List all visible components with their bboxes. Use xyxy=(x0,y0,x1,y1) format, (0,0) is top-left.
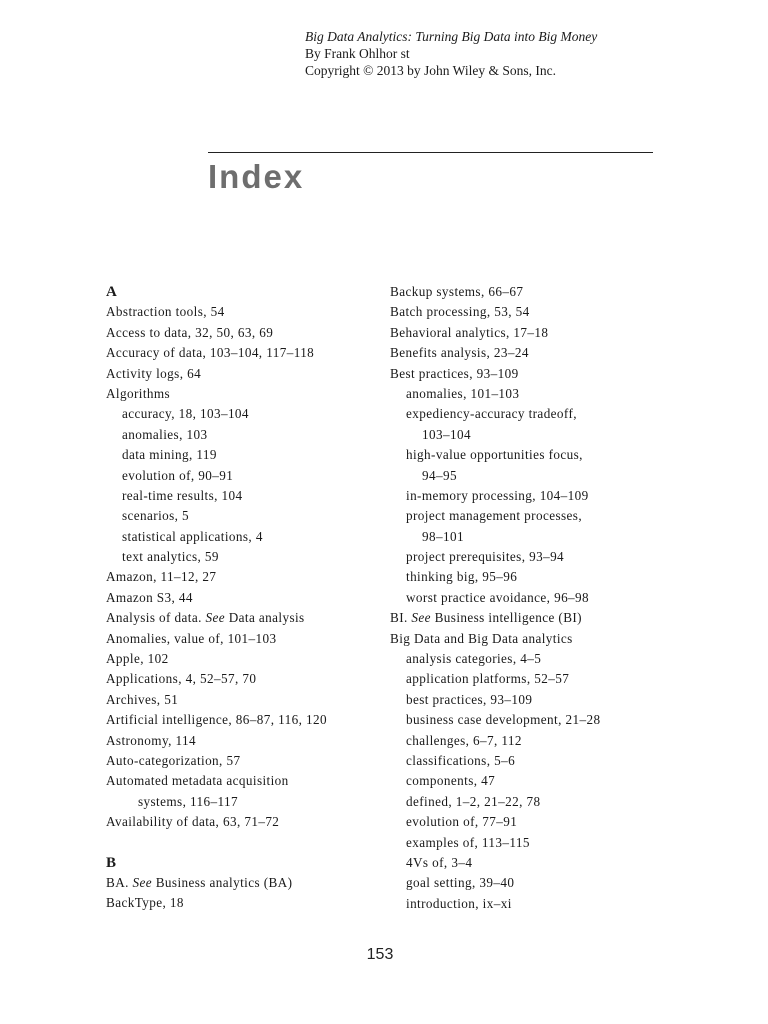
entries-b xyxy=(106,873,391,914)
index-entry xyxy=(106,445,391,465)
heading-rule xyxy=(208,152,653,153)
book-title: Big Data Analytics: Turning Big Data into Big Money xyxy=(305,29,598,44)
index-entry xyxy=(390,751,675,771)
index-entry xyxy=(106,404,391,424)
book-header xyxy=(305,28,597,79)
index-entry xyxy=(390,629,675,649)
entry-text: Accuracy of data, 103–104, 117–118 xyxy=(106,345,315,361)
entry-text: Algorithms xyxy=(106,385,171,401)
index-heading: Index xyxy=(208,158,305,195)
entry-text: Amazon, 11–12, 27 xyxy=(106,569,217,585)
section-gap xyxy=(106,833,391,853)
entry-text: text analytics, 59 xyxy=(122,549,219,565)
entries-right xyxy=(390,282,675,914)
index-entry xyxy=(390,731,675,751)
entry-text: statistical applications, 4 xyxy=(122,528,263,544)
entry-text: evolution of, 77–91 xyxy=(406,814,518,830)
entry-text: Auto-categorization, 57 xyxy=(106,752,241,768)
entry-text: Big Data and Big Data analytics xyxy=(390,630,573,646)
index-entry xyxy=(106,751,391,771)
index-entry xyxy=(106,873,391,893)
entry-text: high-value opportunities focus, xyxy=(406,447,583,463)
letter-heading-b: B xyxy=(106,854,117,871)
entry-text: Activity logs, 64 xyxy=(106,365,202,381)
see-reference: See xyxy=(411,610,431,626)
entry-text: systems, 116–117 xyxy=(138,793,238,809)
index-entry xyxy=(390,649,675,669)
entry-text: classifications, 5–6 xyxy=(406,752,516,768)
entry-text: BI. xyxy=(390,610,412,626)
index-entry xyxy=(106,588,391,608)
see-reference: See xyxy=(132,874,153,890)
index-entry xyxy=(106,893,391,913)
index-entry xyxy=(106,608,391,628)
entry-text: defined, 1–2, 21–22, 78 xyxy=(406,793,541,809)
index-entry xyxy=(390,404,675,424)
index-entry xyxy=(106,812,391,832)
index-column-left xyxy=(106,282,391,914)
entry-text: challenges, 6–7, 112 xyxy=(406,732,522,748)
see-reference: See xyxy=(205,610,226,626)
entry-text: analysis categories, 4–5 xyxy=(406,651,542,667)
index-entry xyxy=(390,853,675,873)
index-entry xyxy=(390,567,675,587)
entry-text: Amazon S3, 44 xyxy=(106,589,193,605)
entry-text: Astronomy, 114 xyxy=(106,732,196,748)
index-entry xyxy=(390,608,675,628)
page-number: 153 xyxy=(366,946,394,963)
index-entry xyxy=(106,466,391,486)
index-entry xyxy=(390,364,675,384)
entry-text: Batch processing, 53, 54 xyxy=(390,304,530,320)
index-entry xyxy=(390,466,675,486)
entry-text: BA. xyxy=(106,874,133,890)
index-entry xyxy=(390,527,675,547)
index-entry xyxy=(106,425,391,445)
entry-text: introduction, ix–xi xyxy=(406,895,512,911)
entry-text: Backup systems, 66–67 xyxy=(390,284,524,299)
index-entry xyxy=(390,690,675,710)
index-entry xyxy=(106,771,391,791)
entry-text: project management processes, xyxy=(406,508,583,524)
see-target: Business analytics (BA) xyxy=(152,874,293,890)
entry-text: evolution of, 90–91 xyxy=(122,467,234,483)
entry-text: Anomalies, value of, 101–103 xyxy=(106,630,277,646)
index-entry xyxy=(390,812,675,832)
index-entry xyxy=(106,486,391,506)
entry-text: anomalies, 101–103 xyxy=(406,385,520,401)
index-entry xyxy=(390,588,675,608)
index-entry xyxy=(390,894,675,914)
entry-text: Behavioral analytics, 17–18 xyxy=(390,324,549,340)
index-entry xyxy=(390,302,675,322)
entry-text: best practices, 93–109 xyxy=(406,691,533,707)
index-entry xyxy=(390,506,675,526)
book-author: By Frank Ohlhor st xyxy=(305,46,410,61)
entry-text: data mining, 119 xyxy=(122,447,217,463)
entry-text: worst practice avoidance, 96–98 xyxy=(406,589,590,605)
entry-text: accuracy, 18, 103–104 xyxy=(122,406,249,422)
entry-text: real-time results, 104 xyxy=(122,487,243,503)
entry-text: Automated metadata acquisition xyxy=(106,773,289,789)
index-entry xyxy=(106,323,391,343)
entry-text: 4Vs of, 3–4 xyxy=(406,854,473,870)
index-entry xyxy=(390,384,675,404)
entry-text: Best practices, 93–109 xyxy=(390,365,519,381)
index-entry xyxy=(390,445,675,465)
entry-text: goal setting, 39–40 xyxy=(406,875,515,891)
entry-text: BackType, 18 xyxy=(106,895,184,911)
index-entry xyxy=(106,649,391,669)
see-target: Business intelligence (BI) xyxy=(430,610,582,626)
index-entry xyxy=(390,282,675,302)
index-entry xyxy=(106,384,391,404)
entry-text: Access to data, 32, 50, 63, 69 xyxy=(106,324,274,340)
entry-text: scenarios, 5 xyxy=(122,508,190,524)
entry-text: application platforms, 52–57 xyxy=(406,671,570,687)
index-entry xyxy=(390,425,675,445)
see-target: Data analysis xyxy=(225,610,305,626)
index-entry xyxy=(106,547,391,567)
index-entry xyxy=(106,669,391,689)
entry-text: 94–95 xyxy=(422,467,457,483)
entries-a xyxy=(106,302,391,832)
entry-text: 103–104 xyxy=(422,426,471,442)
index-column-right xyxy=(390,282,675,914)
index-entry xyxy=(390,771,675,791)
entry-text: Applications, 4, 52–57, 70 xyxy=(106,671,257,687)
entry-text: components, 47 xyxy=(406,773,496,789)
entry-text: Artificial intelligence, 86–87, 116, 120 xyxy=(106,712,327,728)
entry-text: expediency-accuracy tradeoff, xyxy=(406,406,577,422)
index-entry xyxy=(390,710,675,730)
entry-text: 98–101 xyxy=(422,528,464,544)
index-entry xyxy=(106,343,391,363)
entry-text: thinking big, 95–96 xyxy=(406,569,518,585)
index-entry xyxy=(106,567,391,587)
index-entry xyxy=(390,833,675,853)
letter-heading-a: A xyxy=(106,284,117,300)
entry-text: Analysis of data. xyxy=(106,610,206,626)
entry-text: business case development, 21–28 xyxy=(406,712,601,728)
index-entry xyxy=(106,792,391,812)
entry-text: Abstraction tools, 54 xyxy=(106,304,225,320)
index-entry xyxy=(390,486,675,506)
index-entry xyxy=(390,547,675,567)
entry-text: project prerequisites, 93–94 xyxy=(406,549,565,565)
index-entry xyxy=(106,690,391,710)
index-entry xyxy=(390,323,675,343)
entry-text: Availability of data, 63, 71–72 xyxy=(106,814,280,830)
index-entry xyxy=(390,669,675,689)
index-entry xyxy=(106,527,391,547)
index-entry xyxy=(390,873,675,893)
entry-text: Benefits analysis, 23–24 xyxy=(390,345,529,361)
entry-text: Apple, 102 xyxy=(106,651,169,667)
index-entry xyxy=(106,364,391,384)
index-entry xyxy=(106,731,391,751)
index-entry xyxy=(106,506,391,526)
index-entry xyxy=(106,302,391,322)
index-entry xyxy=(106,710,391,730)
entry-text: anomalies, 103 xyxy=(122,426,208,442)
index-entry xyxy=(106,629,391,649)
index-entry xyxy=(390,792,675,812)
book-copyright: Copyright © 2013 by John Wiley & Sons, Inc. xyxy=(305,63,556,78)
entry-text: examples of, 113–115 xyxy=(406,834,530,850)
entry-text: in-memory processing, 104–109 xyxy=(406,487,589,503)
entry-text: Archives, 51 xyxy=(106,691,179,707)
index-entry xyxy=(390,343,675,363)
